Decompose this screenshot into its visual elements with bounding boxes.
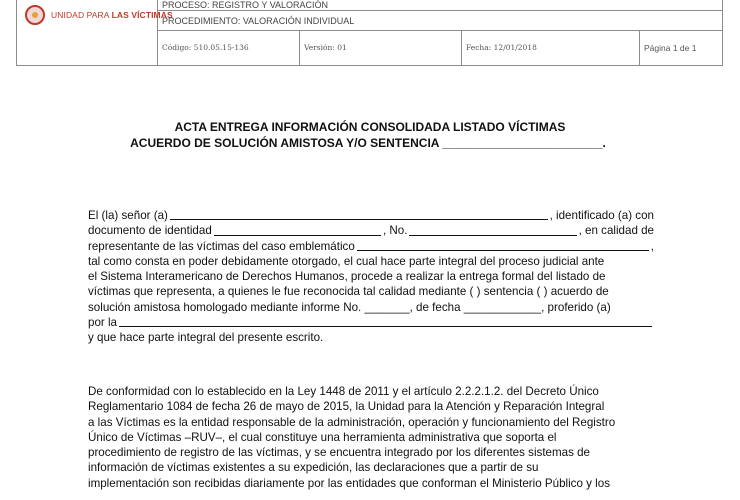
paragraph-line: información de víctimas existentes a su expedición, las declaraciones que a partir de su (88, 461, 539, 475)
pagina-cell: Página 1 de 1 (644, 43, 697, 53)
paragraph-line: por la (88, 315, 654, 330)
paragraph-line: el Sistema Interamericano de Derechos Humanos, procede a realizar la entrega formal del listado de (88, 270, 606, 284)
document-number-blank (409, 223, 576, 235)
paragraph-1 (88, 208, 654, 346)
paragraph-line: documento de identidad , No. , en calidad de (88, 224, 655, 238)
paragraph-line: Reglamentario 1084 de fecha 26 de mayo de 2015, la Unidad para la Atención y Reparación Integral (88, 400, 605, 414)
logo-cell (17, 0, 173, 65)
paragraph-line: implementación son recibidas diariamente por las entidades que conforman el Ministerio Público y los (88, 476, 610, 490)
paragraph-line: tal como consta en poder debidamente otorgado, el cual hace parte integral del proceso judicial ante (88, 254, 605, 268)
fecha-cell: Fecha: 12/01/2018 (462, 31, 640, 65)
paragraph-line: procedimiento de registro de las víctimas, y se encuentra integrado por los diferentes sistemas de (88, 446, 591, 460)
unidad-victimas-logo (25, 5, 173, 25)
codigo-cell: Código: 510.05.15-136 (158, 31, 300, 65)
paragraph-line: solución amistosa homologado mediante informe No. _______, de fecha ____________, proferido (a) (88, 300, 611, 314)
paragraph-line: De conformidad con lo establecido en la Ley 1448 de 2011 y el artículo 2.2.2.1.2. del Decreto Único (88, 385, 599, 398)
paragraph-line: El (la) señor (a) , identificado (a) con (88, 209, 654, 222)
paragraph-line: a las Víctimas es la entidad responsable de la administración, operación y funcionamiento del Registro (88, 415, 616, 429)
paragraph-line: representante de las víctimas del caso emblemático , (88, 239, 654, 253)
procedimiento-row: PROCEDIMIENTO: VALORACIÓN INDIVIDUAL (158, 11, 722, 31)
case-blank (357, 239, 649, 251)
document-title: ACTA ENTREGA INFORMACIÓN CONSOLIDADA LISTADO VÍCTIMAS (174, 120, 566, 134)
seal-icon (25, 5, 45, 25)
paragraph-2 (88, 384, 654, 491)
document-header-table (16, 0, 723, 66)
logo-text: UNIDAD PARA LAS VÍCTIMAS (51, 10, 173, 20)
document-type-blank (214, 223, 381, 235)
version-cell: Versión: 01 (300, 31, 462, 65)
document-subtitle: ACUERDO DE SOLUCIÓN AMISTOSA Y/O SENTENCIA ________________________. (130, 136, 606, 150)
entity-blank (119, 315, 652, 327)
metadata-row (158, 31, 722, 65)
paragraph-line: víctimas que representa, a quienes le fue reconocida tal calidad mediante ( ) sentencia ( ) acuerdo de (88, 285, 609, 299)
paragraph-line: Único de Víctimas –RUV–, el cual constituye una herramienta administrativa que soporta el (88, 430, 557, 444)
name-blank (170, 208, 548, 220)
proceso-row: PROCESO: REGISTRO Y VALORACIÓN (158, 0, 722, 11)
paragraph-line: y que hace parte integral del presente escrito. (88, 331, 324, 345)
